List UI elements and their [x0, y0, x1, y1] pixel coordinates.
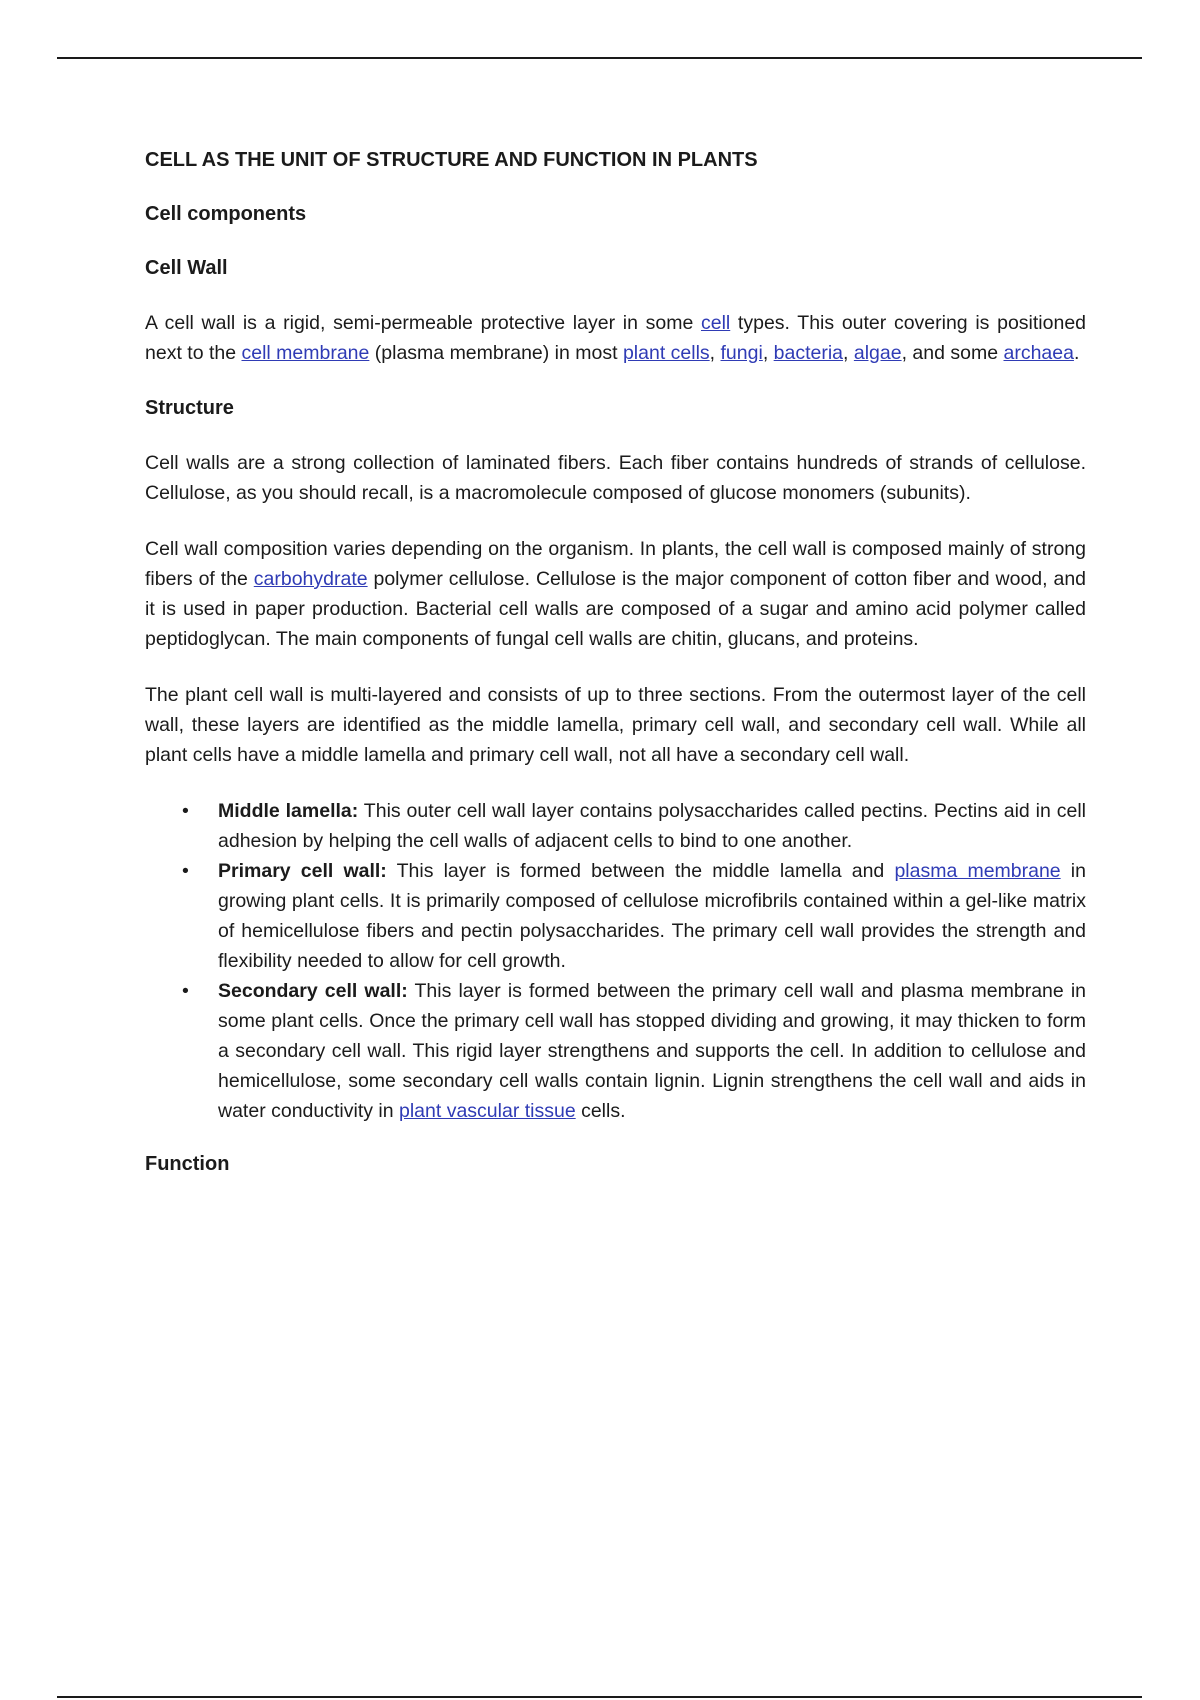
heading-cell-components: Cell components: [145, 203, 307, 225]
text-run: polymer cellulose. Cellulose is the major component of cotton fiber and wood, and it is used in paper production. Bacterial cell walls are composed of a sugar and amino acid polymer called peptidoglycan. The main components of fungal cell walls are chitin, glucans, and proteins.: [145, 568, 1087, 650]
term-middle-lamella: Middle lamella:: [218, 800, 359, 822]
intro-paragraph: [145, 308, 1086, 368]
link-bacteria[interactable]: bacteria: [773, 342, 844, 364]
text-run: This outer cell wall layer contains polysaccharides called pectins. Pectins aid in cell adhesion by helping the cell walls of adjacent cells to bind to one another.: [218, 800, 1086, 852]
cell-wall-layers-list: [145, 796, 1086, 1126]
link-fungi[interactable]: fungi: [720, 342, 763, 364]
top-rule: [57, 57, 1142, 59]
text-run: This layer is formed between the primary cell wall and plasma membrane in some plant cells. Once the primary cell wall has stopped dividing and growing, it may thicken to form a secondary cell wall. This rigid layer strengthens and supports the cell. In addition to cellulose and hemicellulose, some secondary cell walls contain lignin. Lignin strengthens the cell wall and aids in water conductivity in: [218, 980, 1087, 1122]
text-run: .: [1073, 342, 1080, 364]
text-run: ,: [843, 342, 854, 364]
structure-paragraph-1: Cell walls are a strong collection of laminated fibers. Each fiber contains hundreds of strands of cellulose. Cellulose, as you should recall, is a macromolecule composed of glucose monomers (subunits).: [145, 452, 1086, 504]
list-item-primary-cell-wall: [218, 856, 1086, 976]
page-title: CELL AS THE UNIT OF STRUCTURE AND FUNCTION IN PLANTS: [145, 149, 758, 171]
link-cell-membrane[interactable]: cell membrane: [241, 342, 370, 364]
link-plant-vascular-tissue[interactable]: plant vascular tissue: [399, 1100, 576, 1122]
heading-structure: Structure: [145, 397, 234, 419]
list-item-middle-lamella: [218, 796, 1086, 856]
text-run: Cell wall composition varies depending on the organism. In plants, the cell wall is composed mainly of strong fibers of the: [145, 538, 1086, 590]
structure-paragraph-2: [145, 534, 1086, 654]
text-run: This layer is formed between the middle lamella and: [386, 860, 895, 882]
text-run: A cell wall is a rigid, semi-permeable protective layer in some: [145, 312, 701, 334]
link-carbohydrate[interactable]: carbohydrate: [253, 568, 368, 590]
text-run: in growing plant cells. It is primarily composed of cellulose microfibrils contained within a gel-like matrix of hemicellulose fibers and pectin polysaccharides. The primary cell wall provides the strength and flexibility needed to allow for cell growth.: [218, 860, 1086, 972]
term-primary-cell-wall: Primary cell wall:: [218, 860, 387, 882]
link-algae[interactable]: algae: [853, 342, 902, 364]
list-item-secondary-cell-wall: [218, 976, 1086, 1126]
heading-cell-wall: Cell Wall: [145, 257, 228, 279]
link-plasma-membrane[interactable]: plasma membrane: [894, 860, 1061, 882]
structure-paragraph-3: The plant cell wall is multi-layered and consists of up to three sections. From the outermost layer of the cell wall, these layers are identified as the middle lamella, primary cell wall, and secondary cell wall. While all plant cells have a middle lamella and primary cell wall, not all have a secondary cell wall.: [145, 684, 1086, 766]
text-run: cells.: [575, 1100, 626, 1122]
heading-function: Function: [145, 1153, 230, 1175]
document-body: [145, 146, 1086, 1204]
link-plant-cells[interactable]: plant cells: [622, 342, 710, 364]
text-run: ,: [762, 342, 774, 364]
text-run: (plasma membrane) in most: [369, 342, 623, 364]
text-run: types. This outer covering is positioned next to the: [145, 312, 1087, 364]
text-run: , and some: [901, 342, 1004, 364]
link-archaea[interactable]: archaea: [1003, 342, 1074, 364]
text-run: ,: [709, 342, 721, 364]
term-secondary-cell-wall: Secondary cell wall:: [218, 980, 408, 1002]
bottom-rule: [57, 1696, 1142, 1698]
link-cell[interactable]: cell: [700, 312, 731, 334]
